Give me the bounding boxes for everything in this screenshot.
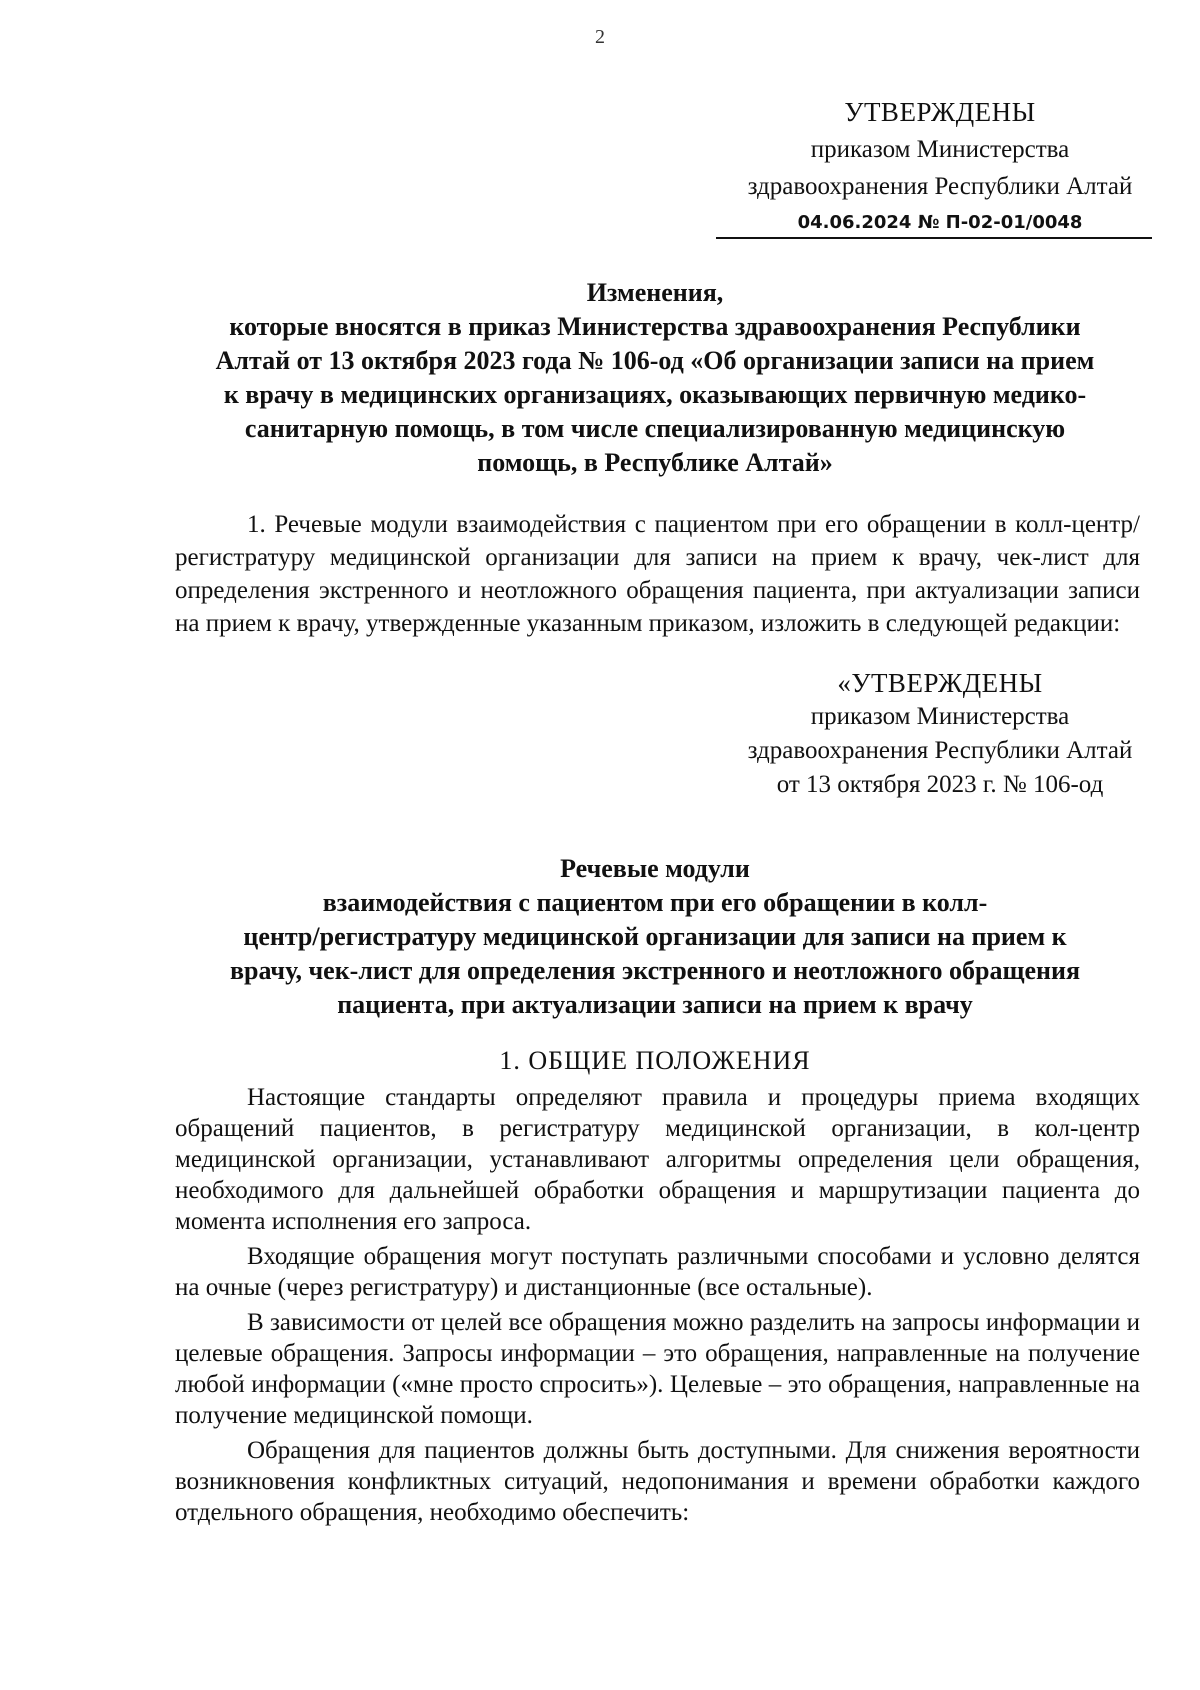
heading-line: к врачу в медицинских организациях, оказывающих первичную медико- [223, 380, 1087, 409]
general-provisions-text [175, 1082, 1140, 1532]
approval-line: здравоохранения Республики Алтай [747, 737, 1133, 764]
signature-underline [716, 237, 1152, 239]
heading-line: помощь, в Республике Алтай» [477, 448, 833, 477]
order-number-text: 04.06.2024 № П-02-01/0048 [797, 212, 1083, 233]
heading-line: которые вносятся в приказ Министерства здравоохранения Республики [229, 312, 1081, 341]
approval-line: приказом Министерства [810, 703, 1070, 730]
heading-line: санитарную помощь, в том числе специализированную медицинскую [244, 414, 1066, 443]
body-paragraph: В зависимости от целей все обращения можно разделить на запросы информации и целевые обращения. Запросы информации – это обращения, направленные на получение любой информации («мне просто спросить»). Целевые – это обращения, направленные на получение медицинской помощи. [175, 1309, 1140, 1429]
amendment-paragraph: 1. Речевые модули взаимодействия с пациентом при его обращении в колл-центр/регистратуру медицинской организации для записи на прием к врачу, чек-лист для определения экстренного и неотложного обращения пациента, при актуализации записи на прием к врачу, утвержденные указанным приказом, изложить в следующей редакции: [175, 511, 1140, 637]
approval-line: здравоохранения Республики Алтай [747, 173, 1133, 200]
heading-line: центр/регистратуру медицинской организации для записи на прием к [243, 922, 1067, 951]
approval-heading: «УТВЕРЖДЕНЫ [837, 668, 1043, 698]
heading-line: Речевые модули [560, 854, 750, 883]
heading-line: взаимодействия с пациентом при его обращении в колл- [322, 888, 988, 917]
speech-modules-heading [170, 852, 1140, 1022]
amendment-item-1 [175, 508, 1140, 640]
heading-line: Алтай от 13 октября 2023 года № 106-од «Об организации записи на прием [215, 346, 1095, 375]
body-paragraph: Входящие обращения могут поступать различными способами и условно делятся на очные (через регистратуру) и дистанционные (все остальные). [175, 1243, 1140, 1301]
body-paragraph: Обращения для пациентов должны быть доступными. Для снижения вероятности возникновения конфликтных ситуаций, недопонимания и времени обработки каждого отдельного обращения, необходимо обеспечить: [175, 1437, 1140, 1526]
approval-stamp-top [700, 94, 1180, 241]
changes-heading [170, 276, 1140, 480]
heading-line: врачу, чек-лист для определения экстренного и неотложного обращения [229, 956, 1081, 985]
heading-line: Изменения, [586, 278, 724, 307]
approval-line: приказом Министерства [810, 136, 1070, 163]
approval-line: от 13 октября 2023 г. № 106-од [776, 771, 1104, 798]
body-paragraph: Настоящие стандарты определяют правила и процедуры приема входящих обращений пациентов, в регистратуру медицинской организации, в кол-центр медицинской организации, устанавливают алгоритмы определения цели обращения, необходимого для дальнейшей обработки обращения и маршрутизации пациента до момента исполнения его запроса. [175, 1084, 1140, 1235]
approval-heading: УТВЕРЖДЕНЫ [844, 97, 1036, 127]
page-number: 2 [595, 26, 605, 48]
section-title: 1. ОБЩИЕ ПОЛОЖЕНИЯ [499, 1046, 811, 1075]
approval-stamp-quoted [700, 666, 1180, 802]
heading-line: пациента, при актуализации записи на прием к врачу [337, 990, 973, 1019]
order-registration-number [700, 205, 1180, 241]
